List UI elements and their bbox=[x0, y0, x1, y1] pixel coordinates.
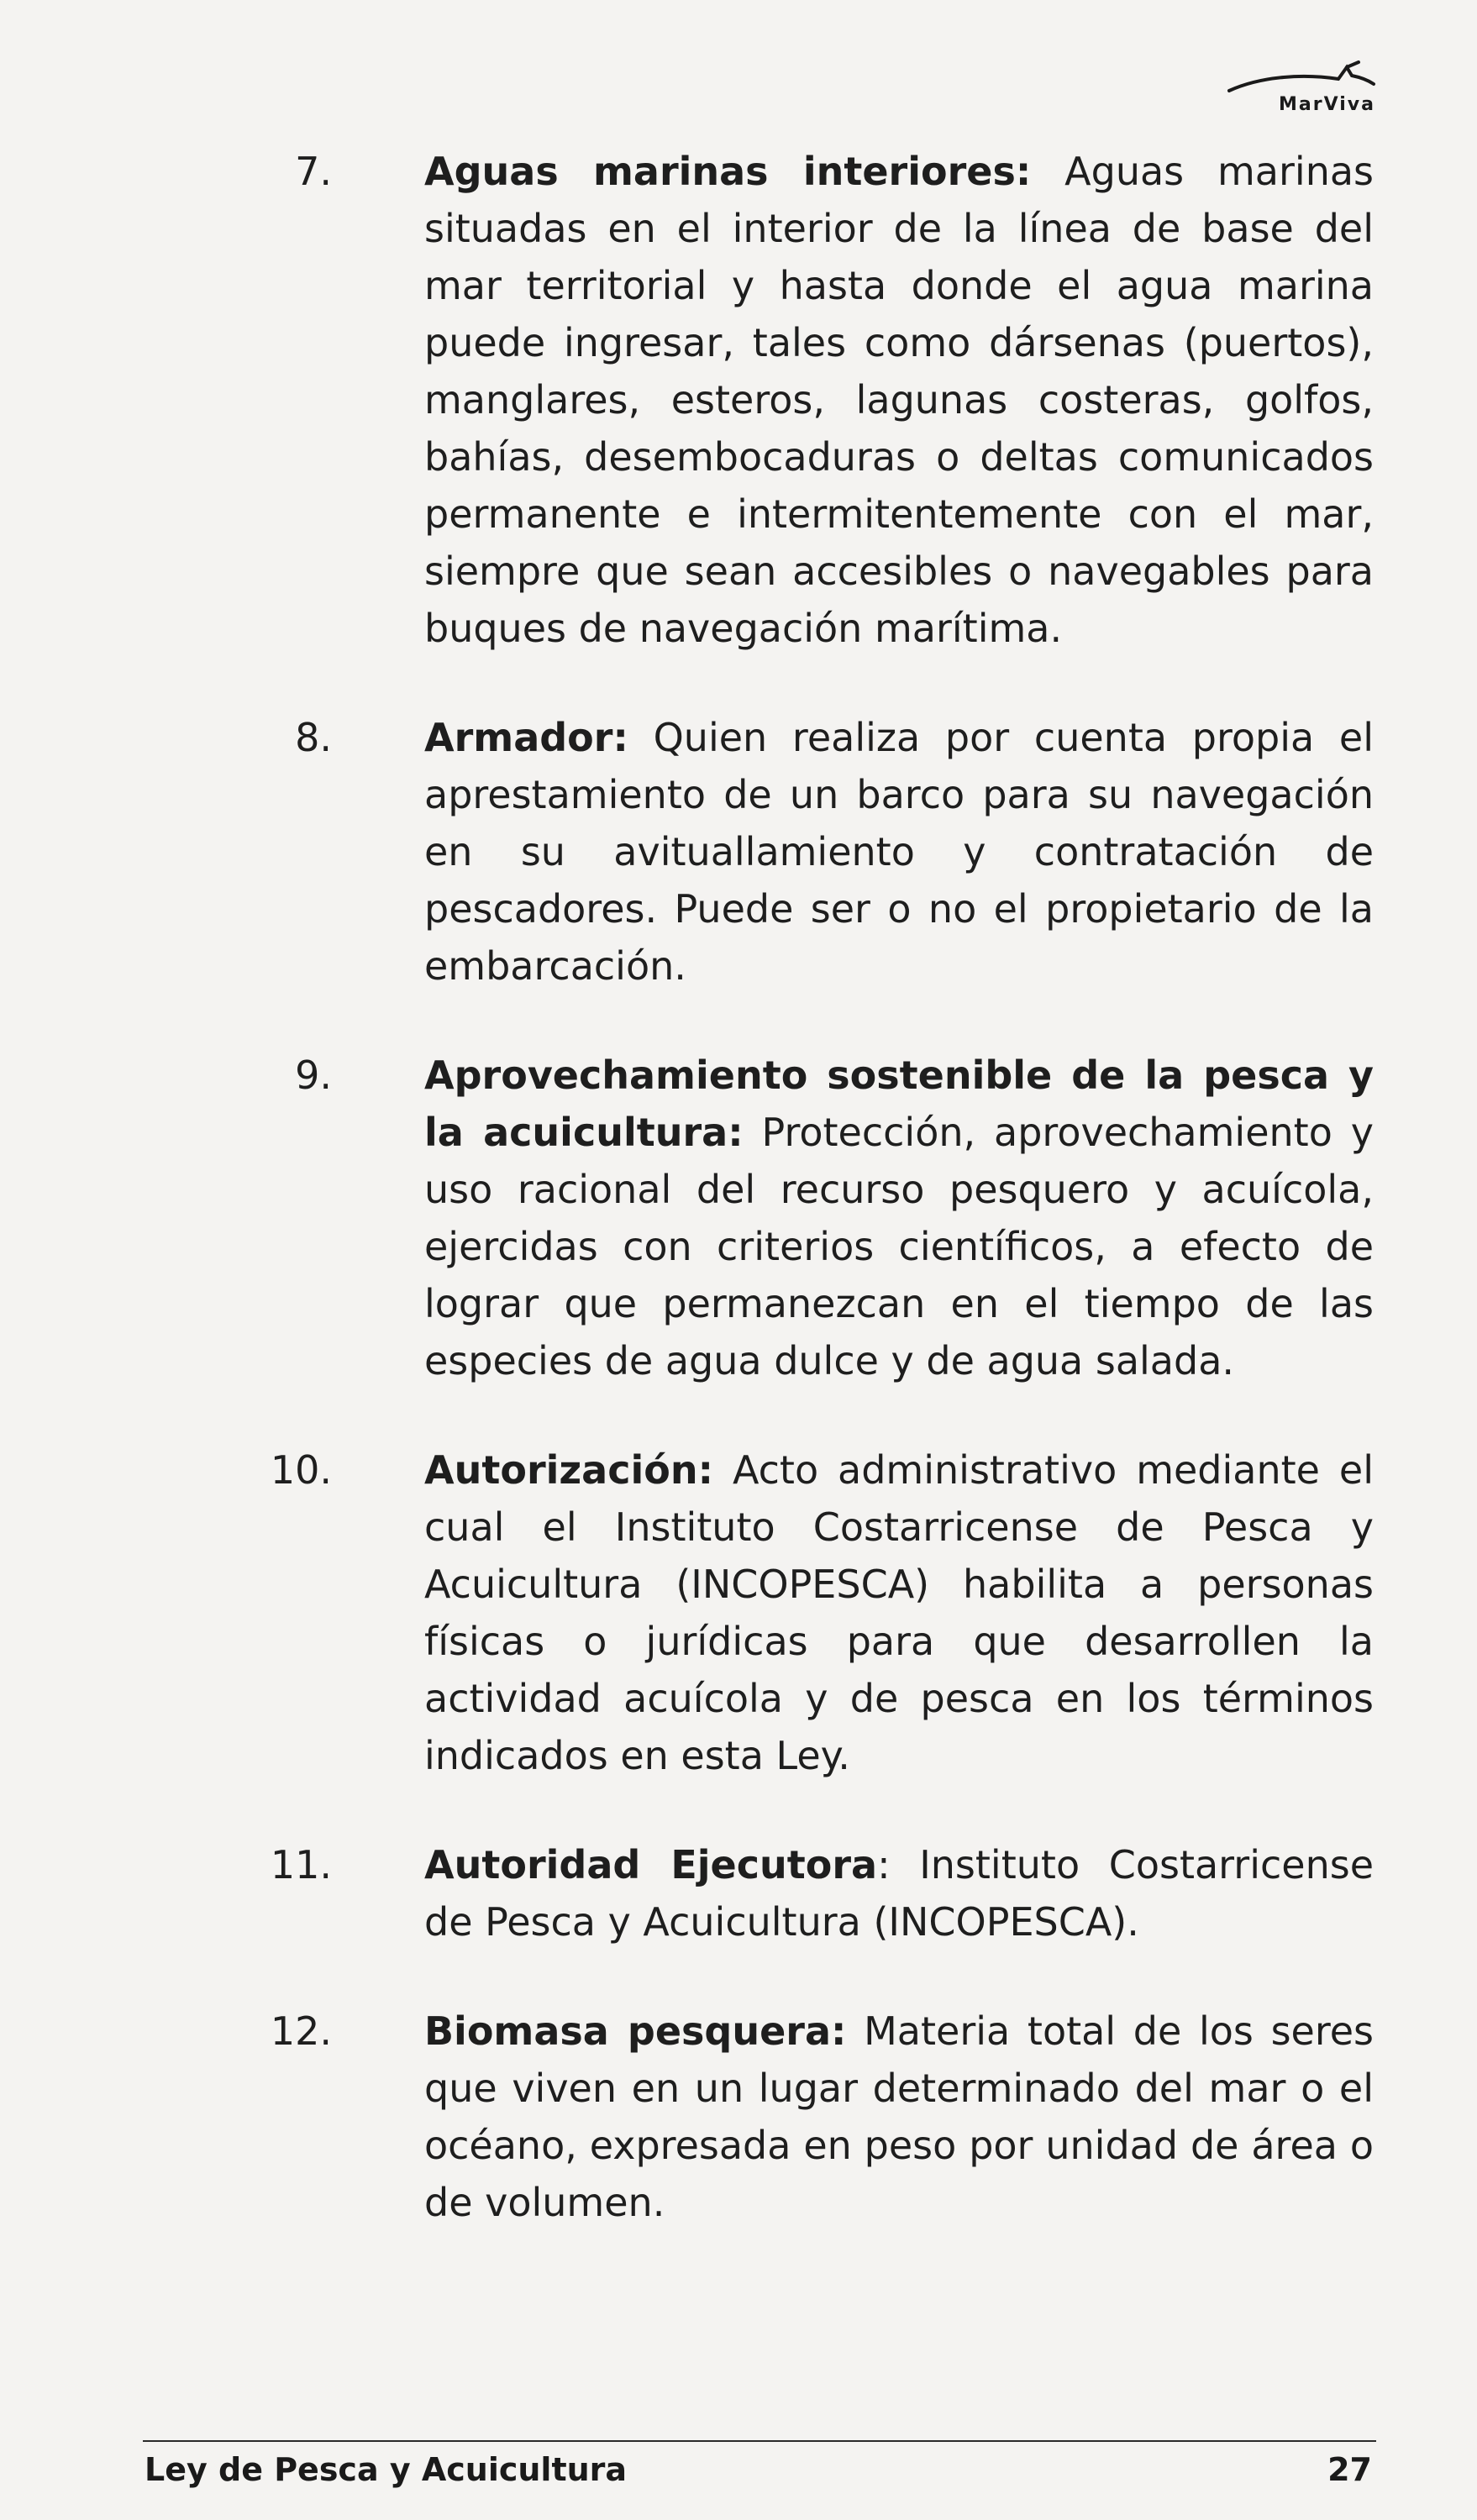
footer-divider bbox=[143, 2440, 1376, 2442]
definition-item bbox=[0, 1441, 1477, 1784]
definition-body bbox=[424, 1441, 1374, 1784]
definition-term: Autorización: bbox=[424, 1447, 713, 1493]
definition-text: Aguas marinas situadas en el interior de la línea de base del mar territorial y hasta donde el agua marina puede ingresar, tales como dársenas (puertos), manglares, esteros, lagunas costeras, golfos, bahías, desembocaduras o deltas comunicados permanente e intermitentemente con el mar, siempre que sean accesibles o navegables para buques de navegación marítima. bbox=[424, 149, 1374, 651]
definition-number: 9. bbox=[295, 1053, 332, 1098]
marviva-logo bbox=[1221, 50, 1380, 118]
definition-body bbox=[424, 2003, 1374, 2231]
definition-number: 8. bbox=[295, 715, 332, 760]
wave-logo-icon bbox=[1221, 50, 1380, 101]
definition-body bbox=[424, 709, 1374, 995]
definition-term: Aprovechamiento sostenible de la pesca y la acuicultura: bbox=[424, 1053, 1374, 1155]
page-number: 27 bbox=[1327, 2451, 1372, 2488]
definition-item bbox=[0, 2003, 1477, 2231]
definition-body bbox=[424, 1047, 1374, 1389]
definition-term: Aguas marinas interiores: bbox=[424, 149, 1032, 194]
footer-book-title: Ley de Pesca y Acuicultura bbox=[145, 2451, 628, 2488]
definition-term: Autoridad Ejecutora bbox=[424, 1842, 878, 1887]
definition-body bbox=[424, 143, 1374, 657]
definition-item bbox=[0, 1047, 1477, 1389]
definition-number: 7. bbox=[295, 149, 332, 194]
definition-item bbox=[0, 709, 1477, 995]
definition-text: Acto administrativo mediante el cual el Instituto Costarricense de Pesca y Acuicultura (INCOPESCA) habilita a personas físicas o jurídicas para que desarrollen la actividad acuícola y de pesca en los términos indicados en esta Ley. bbox=[424, 1447, 1374, 1778]
definition-text: Quien realiza por cuenta propia el aprestamiento de un barco para su navegación en su avituallamiento y contratación de pescadores. Puede ser o no el propietario de la embarcación. bbox=[424, 715, 1374, 989]
definition-body bbox=[424, 1836, 1374, 1950]
definition-text: : Instituto Costarricense de Pesca y Acuicultura (INCOPESCA). bbox=[424, 1842, 1374, 1945]
definition-number: 11. bbox=[270, 1842, 332, 1887]
definition-text: Materia total de los seres que viven en un lugar determinado del mar o el océano, expresada en peso por unidad de área o de volumen. bbox=[424, 2008, 1375, 2225]
definition-item bbox=[0, 143, 1477, 657]
logo-text: MarViva bbox=[1279, 94, 1375, 115]
definition-term: Biomasa pesquera: bbox=[424, 2008, 847, 2054]
definition-number: 12. bbox=[270, 2008, 332, 2054]
definition-text: Protección, aprovechamiento y uso racional del recurso pesquero y acuícola, ejercidas con criterios científicos, a efecto de lograr que permanezcan en el tiempo de las especies de agua dulce y de agua salada. bbox=[424, 1110, 1374, 1383]
definitions-list bbox=[0, 143, 1477, 2283]
definition-number: 10. bbox=[270, 1447, 332, 1493]
definition-term: Armador: bbox=[424, 715, 628, 760]
definition-item bbox=[0, 1836, 1477, 1950]
